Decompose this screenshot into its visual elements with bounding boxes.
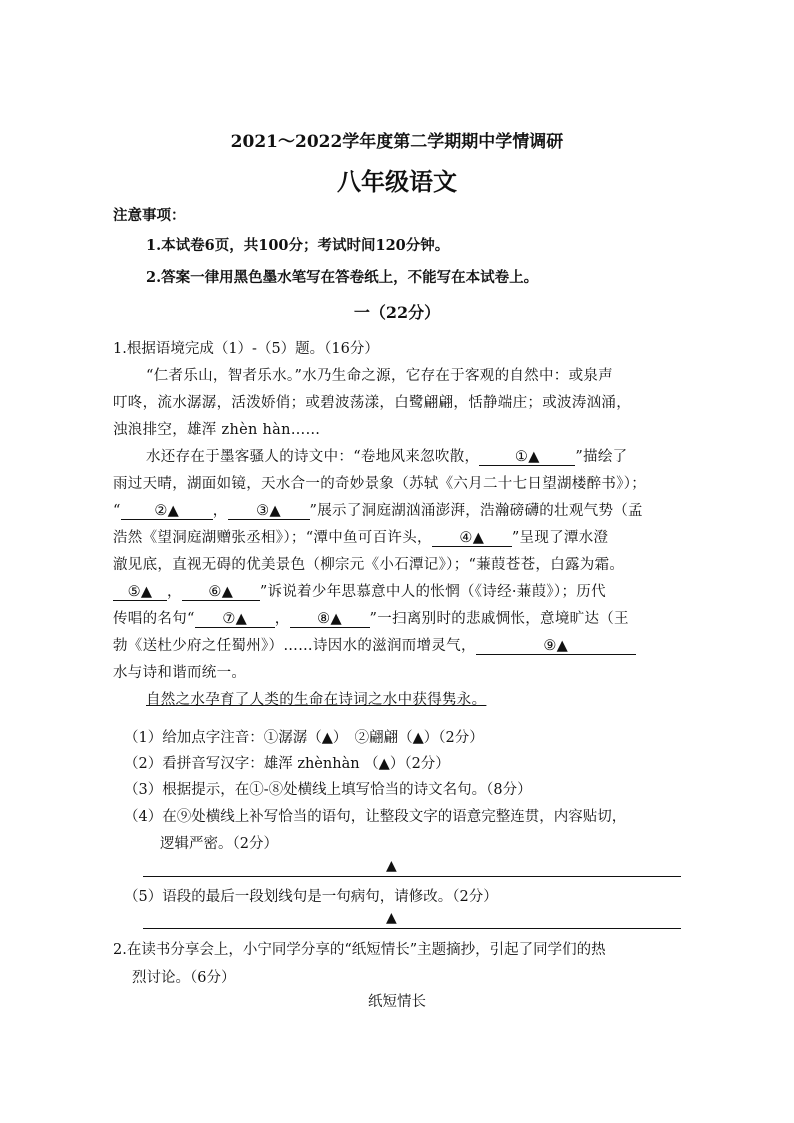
passage-line: 浊浪排空，雄浑 zhèn hàn…… xyxy=(113,422,321,438)
passage-text: ”展示了洞庭湖汹涌澎湃，浩瀚磅礴的壮观气势（孟 xyxy=(309,503,643,519)
passage-text: 勃《送杜少府之任蜀州》）……诗因水的滋润而增灵气， xyxy=(113,638,476,654)
passage-text: ”呈现了潭水澄 xyxy=(511,530,609,546)
answer-line[interactable] xyxy=(143,928,681,929)
subject-title: 八年级语文 xyxy=(337,167,457,196)
passage-line: 水与诗和谐而统一。 xyxy=(113,665,247,681)
passage-line xyxy=(113,607,629,628)
answer-line[interactable] xyxy=(143,876,681,877)
sub-question-4: （4）在⑨处横线上补写恰当的语句，让整段文字的语意完整连贯，内容贴切， xyxy=(124,809,627,825)
excerpt-title: 纸短情长 xyxy=(368,994,426,1010)
passage-line xyxy=(113,526,608,547)
passage-text: ”一扫离别时的悲戚惆怅，意境旷达（王 xyxy=(369,611,629,627)
faulty-sentence: 自然之水孕育了人类的生命在诗词之水中获得隽永。 xyxy=(146,692,487,708)
sub-question-1: （1）给加点字注音：①潺潺（▲） ②翩翩（▲）（2分） xyxy=(124,730,484,746)
sub-question-5: （5）语段的最后一段划线句是一句病句，请修改。（2分） xyxy=(124,889,498,905)
passage-line xyxy=(146,445,627,466)
section-heading: 一（22分） xyxy=(353,303,441,322)
blank-4: ④▲ xyxy=(432,530,512,547)
notice-item-1: 1.本试卷6页，共100分；考试时间120分钟。 xyxy=(146,237,450,254)
passage-text: 浩然《望洞庭湖赠张丞相》）；“潭中鱼可百许头， xyxy=(113,530,432,546)
notice-item-2: 2.答案一律用黑色墨水笔写在答卷纸上，不能写在本试卷上。 xyxy=(146,269,539,286)
blank-6: ⑥▲ xyxy=(182,584,260,601)
blank-3: ③▲ xyxy=(228,503,310,520)
sub-question-2: （2）看拼音写汉字：雄浑 zhènhàn （▲）（2分） xyxy=(124,756,450,772)
passage-line xyxy=(113,580,606,601)
passage-text: 水还存在于墨客骚人的诗文中：“卷地风来忽吹散， xyxy=(146,449,480,465)
passage-line xyxy=(113,634,636,655)
sub-question-4-cont: 逻辑严密。（2分） xyxy=(160,836,278,852)
passage-line xyxy=(113,499,643,520)
passage-text: ”描绘了 xyxy=(575,449,628,465)
passage-line: “仁者乐山，智者乐水。”水乃生命之源，它存在于客观的自然中：或泉声 xyxy=(146,368,613,384)
blank-7: ⑦▲ xyxy=(195,611,275,628)
exam-title: 2021～2022学年度第二学期期中学情调研 xyxy=(230,132,564,152)
passage-text: “ xyxy=(113,503,121,519)
question-2-stem: 2.在读书分享会上，小宁同学分享的“纸短情长”主题摘抄，引起了同学们的热 xyxy=(113,942,606,958)
passage-text: ， xyxy=(274,611,290,627)
passage-text: ”诉说着少年思慕意中人的怅惘（《诗经·蒹葭》）；历代 xyxy=(259,584,606,600)
blank-2: ②▲ xyxy=(121,503,213,520)
passage-line: 澈见底，直视无碍的优美景色（柳宗元《小石潭记》）；“蒹葭苍苍，白露为霜。 xyxy=(113,557,625,573)
passage-text: ， xyxy=(212,503,228,519)
blank-9: ⑨▲ xyxy=(476,638,636,655)
question-1-stem: 1.根据语境完成（1）-（5）题。（16分） xyxy=(113,341,379,357)
notice-heading: 注意事项： xyxy=(113,207,186,224)
question-2-stem-cont: 烈讨论。（6分） xyxy=(132,970,236,986)
blank-5: ⑤▲ xyxy=(113,584,167,601)
blank-8: ⑧▲ xyxy=(290,611,370,628)
sub-question-3: （3）根据提示，在①-⑧处横线上填写恰当的诗文名句。（8分） xyxy=(124,782,532,798)
answer-mark: ▲ xyxy=(386,910,397,926)
passage-text: 传唱的名句“ xyxy=(113,611,195,627)
passage-line: 雨过天晴，湖面如镜，天水合一的奇妙景象（苏轼《六月二十七日望湖楼醉书》）； xyxy=(113,476,647,492)
answer-mark: ▲ xyxy=(386,858,397,874)
passage-line: 叮咚，流水潺潺，活泼娇俏；或碧波荡漾，白鹭翩翩，恬静端庄；或波涛汹涌， xyxy=(113,395,631,411)
passage-text: ， xyxy=(167,584,182,600)
blank-1: ①▲ xyxy=(479,449,575,466)
